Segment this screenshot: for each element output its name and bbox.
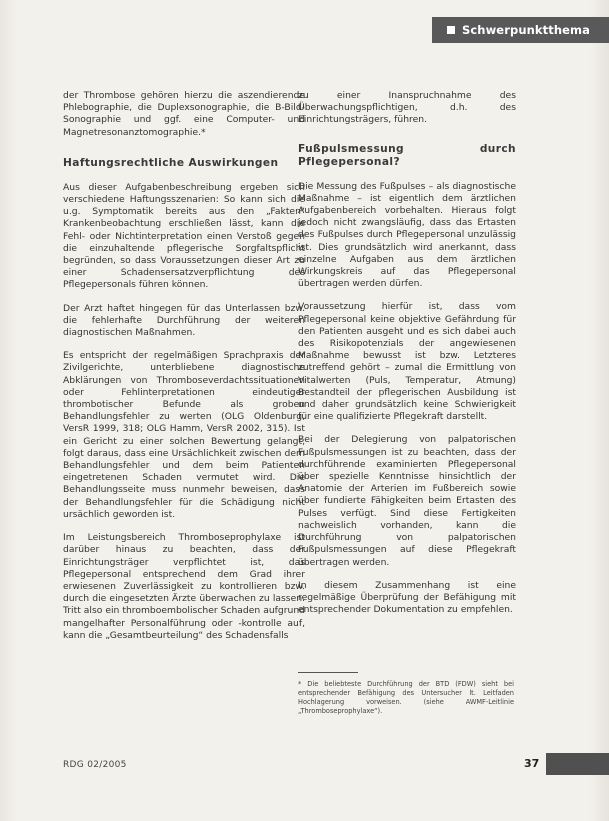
paragraph: Der Arzt haftet hingegen für das Unterlassen bzw. die fehlerhafte Durchführung der weiteren diagnostischen Maßnahmen.: [63, 302, 305, 339]
paragraph: Im Leistungsbereich Thromboseprophylaxe ist darüber hinaus zu beachten, dass der Einrichtungsträger verpflichtet ist, das Pflegepersonal entsprechend dem Grad ihrer erwiesenen Zuverlässigkeit zu kontrollieren bzw. durch die eingesetzten Ärzte überwachen zu lassen. Tritt also ein thromboembolischer Schaden aufgrund mangelhafter Personalführung oder -kontrolle auf, kann die „Gesamtbeurteilung“ des Schadensfalls: [63, 532, 305, 641]
left-column: [63, 90, 305, 653]
paragraph: Voraussetzung hierfür ist, dass vom Pflegepersonal keine objektive Gefährdung für den Patienten ausgeht und es sich dabei auch des Risikopotenzials der angewiesenen Maßnahme bewusst ist bzw. Letzteres zutreffend gehört – zumal die Ermittlung von Vitalwerten (Puls, Temperatur, Atmung) Bestandteil der pflegerischen Ausbildung ist und daher grundsätzlich keine Schwierigkeit für eine qualifizierte Pflegekraft darstellt.: [298, 301, 516, 423]
section-heading: Fußpulsmessung durch Pflegepersonal?: [298, 142, 516, 168]
paragraph: Aus dieser Aufgabenbeschreibung ergeben sich verschiedene Haftungsszenarien: So kann sich die u.g. Symptomatik bereits aus den „Fakten“ Krankenbeobachtung erschließen lässt, kann die Fehl- oder Nichtinterpretation einen Verstoß gegen die einzuhaltende pflegerische Sorgfaltspflicht begründen, so dass Voraussetzungen dieser Art zu einer Schadensersatzverpflichtung des Pflegepersonals führen können.: [63, 181, 305, 291]
paragraph: zu einer Inanspruchnahme des Überwachungspflichtigen, d.h. des Einrichtungsträgers, führen.: [298, 90, 516, 126]
section-label: Schwerpunktthema: [462, 23, 590, 37]
journal-issue: RDG 02/2005: [63, 760, 127, 770]
paragraph: Es entspricht der regelmäßigen Sprachpraxis der Zivilgerichte, unterbliebene diagnostische Abklärungen von Thromboseverdachtssituationen oder Fehlinterpretationen eindeutiger thrombotischer Befunde als groben Behandlungsfehler zu werten (OLG Oldenburg, VersR 1999, 318; OLG Hamm, VersR 2002, 315). Ist ein Gericht zu einer solchen Bewertung gelangt, folgt daraus, dass eine Ursächlichkeit zwischen dem Behandlungsfehler und dem beim Patienten eingetretenen Schaden vermutet wird. Die Behandlungsseite muss nunmehr beweisen, dass der Behandlungsfehler für die Schädigung nicht ursächlich geworden ist.: [63, 350, 305, 520]
section-heading: Haftungsrechtliche Auswirkungen: [63, 156, 279, 169]
square-bullet-icon: [447, 26, 455, 34]
footer-bar: [546, 753, 609, 775]
page-number: 37: [524, 757, 540, 770]
paragraph: Bei der Delegierung von palpatorischen Fußpulsmessungen ist zu beachten, dass der durchführende examinierten Pflegepersonal über spezielle Kenntnisse hinsichtlich der Anatomie der Arterien im Fußbereich sowie über fundierte Fähigkeiten beim Ertasten des Pulses verfügt. Sind diese Fertigkeiten nachweislich vorhanden, kann die Durchführung von palpatorischen Fußpulsmessungen auf diese Pflegekraft übertragen werden.: [298, 434, 516, 568]
paragraph: der Thrombose gehören hierzu die aszendierende Phlebographie, die Duplexsonographie, die B-Bild-Sonographie und ggf. eine Computer- und Magnetresonanztomographie.*: [63, 90, 305, 138]
paragraph: Die Messung des Fußpulses – als diagnostische Maßnahme – ist eigentlich dem ärztlichen Aufgabenbereich vorbehalten. Hieraus folgt jedoch nicht zwangsläufig, dass das Ertasten des Fußpulses durch Pflegepersonal unzulässig ist. Dies grundsätzlich wird anerkannt, dass einzelne Aufgaben aus dem ärztlichen Wirkungskreis auf das Pflegepersonal übertragen werden dürfen.: [298, 180, 516, 290]
section-header-bar: [432, 17, 609, 43]
footnote: * Die beliebteste Durchführung der BTD (FDW) sieht bei entsprechender Befähigung des Untersucher lt. Leitfaden Hochlagerung vorweisen. (siehe AWMF-Leitlinie „Thromboseprophylaxe“).: [298, 680, 514, 715]
paragraph: In diesem Zusammenhang ist eine regelmäßige Überprüfung der Befähigung mit entsprechender Dokumentation zu empfehlen.: [298, 579, 516, 616]
footnote-divider: [298, 672, 358, 673]
right-column: [298, 90, 516, 627]
